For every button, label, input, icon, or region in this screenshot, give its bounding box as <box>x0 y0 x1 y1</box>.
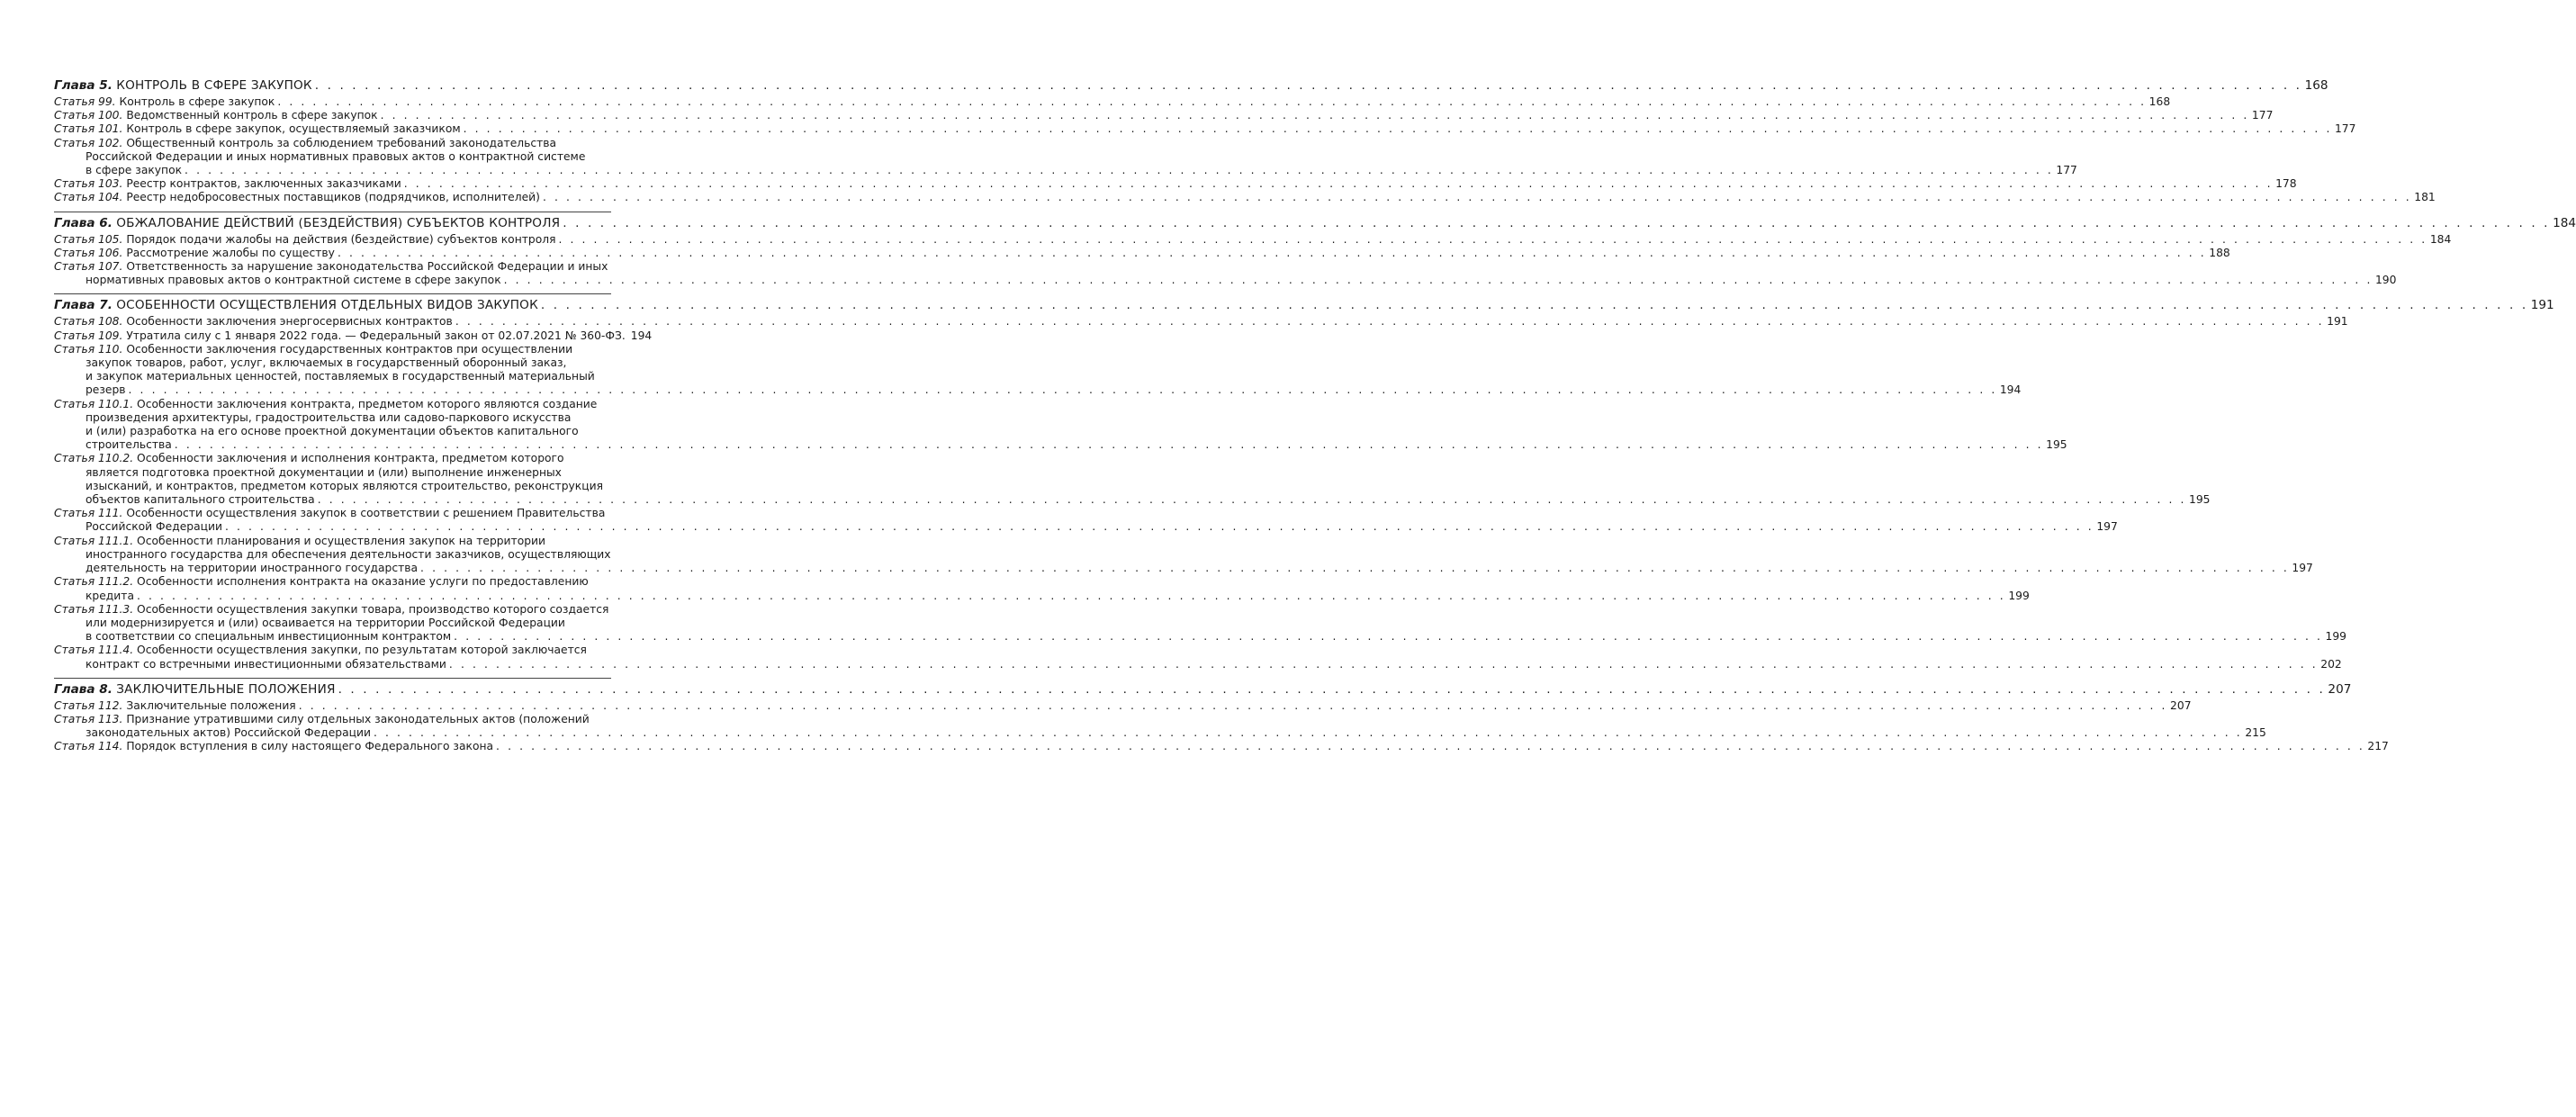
article-label: Статья 103. <box>54 177 123 191</box>
toc-entry[interactable] <box>54 507 2118 534</box>
toc-entry-first-line <box>54 122 2356 136</box>
toc-entry[interactable] <box>54 712 2266 740</box>
toc-entry-first-line <box>54 343 611 356</box>
toc-entry[interactable] <box>54 191 2436 204</box>
dot-leader: . . . . . . . . . . . . . . . . . . . . . . . . . . . . . . . . . . . . . . . . . . . . . . . . . . . . . . . . . . . . . . . . . . . . . . . . . . . . . . . . . . . . . . . . . . . . . . . . . . . . . . . . . . . . . . . . . . . . . . . . . . . . . . . . . . . . . . . . . . . . . . . . . . . . . . . . . . . . . . . . <box>337 246 2207 259</box>
article-title: Порядок подачи жалобы на действия (бездействие) субъектов контроля <box>126 232 556 246</box>
toc-entry[interactable] <box>54 602 2346 644</box>
toc-entry-first-line <box>54 644 611 657</box>
article-label: Статья 99. <box>54 95 116 108</box>
toc-entry-first-line <box>54 398 611 411</box>
chapter-title: ОБЖАЛОВАНИЕ ДЕЙСТВИЙ (БЕЗДЕЙСТВИЯ) СУБЪЕКТОВ КОНТРОЛЯ <box>116 215 561 230</box>
dot-leader: . . . . . . . . . . . . . . . . . . . . . . . . . . . . . . . . . . . . . . . . . . . . . . . . . . . . . . . . . . . . . . . . . . . . . . . . . . . . . . . . . . . . . . . . . . . . . . . . . . . . . . . . . . . . . . . . . . . . . . . . . . . . . . . . . . . . . . . . . . . . . . . . . . . . . . . . . . . . . . . . <box>448 657 2319 671</box>
article-title-continuation: Российской Федерации <box>86 520 222 534</box>
chapter-section <box>54 78 2436 205</box>
article-title: Реестр контрактов, заключенных заказчиками <box>126 177 401 191</box>
toc-entry[interactable] <box>54 342 2022 398</box>
toc-entry-first-line <box>54 232 2452 247</box>
toc-entry-first-line <box>54 260 611 274</box>
article-page-number: 178 <box>2275 177 2297 191</box>
article-label: Статья 110.1. <box>54 397 134 410</box>
article-page-number: 177 <box>2251 109 2274 122</box>
article-title: Особенности осуществления закупки товара, производство которого создается <box>137 602 609 616</box>
article-page-number: 194 <box>1999 383 2022 397</box>
toc-entry-first-line <box>54 315 2348 329</box>
article-title-continuation: нормативных правовых актов о контрактной системе в сфере закупок <box>86 274 501 287</box>
toc-entry-first-line <box>54 575 611 589</box>
dot-leader: . . . . . . . . . . . . . . . . . . . . . . . . . . . . . . . . . . . . . . . . . . . . . . . . . . . . . . . . . . . . . . . . . . . . . . . . . . . . . . . . . . . . . . . . . . . . . . . . . . . . . . . . . . . . . . . . . . . . . . . . . . . . . . . . . . . . . . . . . . . . . . . . . . . . . . . . . . . . . . . . <box>542 191 2412 204</box>
dot-leader: . . . . . . . . . . . . . . . . . . . . . . . . . . . . . . . . . . . . . . . . . . . . . . . . . . . . . . . . . . . . . . . . . . . . . . . . . . . . . . . . . . . . . . . . . . . . . . . . . . . . . . . . . . . . . . . . . . . . . . . . . . . . . . . . . . . . . . . . . . . . . . . . . . . . . . . . . . . . . . . . <box>314 78 2302 93</box>
toc-entry-first-line <box>54 740 2389 753</box>
article-page-number: 194 <box>630 329 653 342</box>
chapter-section <box>54 212 2576 288</box>
article-label: Статья 111.4. <box>54 644 134 657</box>
article-page-number: 195 <box>2189 493 2211 507</box>
article-page-number: 215 <box>2245 726 2266 740</box>
article-title-continuation: и закупок материальных ценностей, поставляемых в государственный материальный <box>86 370 595 383</box>
toc-entry[interactable] <box>54 329 653 343</box>
article-title: Ведомственный контроль в сфере закупок <box>126 109 378 122</box>
toc-entry-first-line <box>54 507 611 520</box>
chapter-heading[interactable] <box>54 298 2554 313</box>
article-page-number: 207 <box>2170 698 2192 712</box>
article-page-number: 181 <box>2414 191 2436 204</box>
toc-entry[interactable] <box>54 109 2274 122</box>
dot-leader: . . . . . . . . . . . . . . . . . . . . . . . . . . . . . . . . . . . . . . . . . . . . . . . . . . . . . . . . . . . . . . . . . . . . . . . . . . . . . . . . . . . . . . . . . . . . . . . . . . . . . . . . . . . . . . . . . . . . . . . . . . . . . . . . . . . . . . . . . . . . . . . . . . . . . . . . . . . . . . . . <box>540 298 2528 313</box>
article-label: Статья 102. <box>54 136 123 149</box>
article-title-continuation: в сфере закупок <box>86 164 183 177</box>
toc-entry-first-line <box>54 137 611 150</box>
article-title: Признание утратившими силу отдельных законодательных актов (положений <box>126 712 590 725</box>
article-label: Статья 104. <box>54 191 123 204</box>
article-label: Статья 110.2. <box>54 452 134 465</box>
dot-leader: . . . . . . . . . . . . . . . . . . . . . . . . . . . . . . . . . . . . . . . . . . . . . . . . . . . . . . . . . . . . . . . . . . . . . . . . . . . . . . . . . . . . . . . . . . . . . . . . . . . . . . . . . . . . . . . . . . . . . . . . . . . . . . . . . . . . . . . . . . . . . . . . . . . . . . . . . . . . . . . . <box>463 122 2332 136</box>
article-label: Статья 111.1. <box>54 534 134 547</box>
chapter-label: Глава 5. <box>54 78 113 93</box>
article-title-continuation: кредита <box>86 589 134 602</box>
toc-entry-first-line <box>54 603 611 617</box>
chapter-page-number: 184 <box>2553 215 2576 230</box>
article-title-continuation: контракт со встречными инвестиционными обязательствами <box>86 657 446 671</box>
toc-entry[interactable] <box>54 177 2297 191</box>
article-title: Порядок вступления в силу настоящего Федерального закона <box>126 740 494 753</box>
toc-entry[interactable] <box>54 122 2356 136</box>
article-title-last-line <box>54 562 2313 575</box>
toc-entry[interactable] <box>54 534 2313 576</box>
toc-entry-first-line <box>54 452 611 465</box>
toc-entry-first-line <box>54 95 2171 109</box>
chapter-label: Глава 6. <box>54 215 113 230</box>
article-title-continuation: произведения архитектуры, градостроительства или садово-паркового искусства <box>86 410 572 424</box>
toc-entry[interactable] <box>54 95 2171 109</box>
article-title-continuation: строительства <box>86 438 172 452</box>
article-title: Особенности осуществления закупок в соответствии с решением Правительства <box>126 507 606 520</box>
article-label: Статья 112. <box>54 698 123 712</box>
toc-entry[interactable] <box>54 260 2397 287</box>
article-title: Рассмотрение жалобы по существу <box>126 246 335 259</box>
toc-entry-first-line <box>54 191 2436 204</box>
toc-entry[interactable] <box>54 740 2389 753</box>
toc-entry-first-line <box>54 109 2274 122</box>
dot-leader: . . . . . . . . . . . . . . . . . . . . . . . . . . . . . . . . . . . . . . . . . . . . . . . . . . . . . . . . . . . . . . . . . . . . . . . . . . . . . . . . . . . . . . . . . . . . . . . . . . . . . . . . . . . . . . . . . . . . . . . . . . . . . . . . . . . . . . . . . . . . . . . . . . . . . . . . . . . . . . . . <box>503 274 2373 287</box>
chapter-heading[interactable] <box>54 681 2352 698</box>
article-title-last-line <box>54 438 2067 452</box>
article-page-number: 191 <box>2327 315 2348 329</box>
article-page-number: 188 <box>2209 246 2230 259</box>
article-title-continuation: является подготовка проектной документации и (или) выполнение инженерных <box>86 465 562 479</box>
article-label: Статья 105. <box>54 232 123 246</box>
article-page-number: 190 <box>2374 274 2397 287</box>
article-page-number: 177 <box>2056 164 2077 177</box>
article-title: Особенности заключения энергосервисных контрактов <box>126 315 453 329</box>
dot-leader: . . . . . . . . . . . . . . . . . . . . . . . . . . . . . . . . . . . . . . . . . . . . . . . . . . . . . . . . . . . . . . . . . . . . . . . . . . . . . . . . . . . . . . . . . . . . . . . . . . . . . . . . . . . . . . . . . . . . . . . . . . . . . . . . . . . . . . . . . . . . . . . . . . . . . . . . . . . . . . . . <box>128 383 1997 397</box>
toc-entry[interactable] <box>54 698 2192 713</box>
article-title-last-line <box>54 726 2266 740</box>
article-title: Особенности планирования и осуществления закупок на территории <box>137 534 546 547</box>
article-page-number: 177 <box>2334 122 2356 136</box>
article-page-number: 199 <box>2008 589 2030 602</box>
article-title: Особенности заключения и исполнения контракта, предметом которого <box>137 452 564 465</box>
toc-entry[interactable] <box>54 246 2230 260</box>
article-title: Заключительные положения <box>126 698 296 712</box>
article-page-number: 195 <box>2046 438 2067 452</box>
article-title: Контроль в сфере закупок, осуществляемый заказчиком <box>126 122 461 136</box>
chapter-page-number: 191 <box>2530 298 2554 313</box>
article-label: Статья 111.2. <box>54 575 134 589</box>
dot-leader: . . . . . . . . . . . . . . . . . . . . . . . . . . . . . . . . . . . . . . . . . . . . . . . . . . . . . . . . . . . . . . . . . . . . . . . . . . . . . . . . . . . . . . . . . . . . . . . . . . . . . . . . . . . . . . . . . . . . . . . . . . . . . . . . . . . . . . . . . . . . . . . . . . . . . . . . . . . . . . . . <box>496 740 2365 753</box>
chapter-title: ЗАКЛЮЧИТЕЛЬНЫЕ ПОЛОЖЕНИЯ <box>116 681 336 697</box>
toc-entry-first-line <box>54 246 2230 260</box>
chapter-section <box>54 293 2554 671</box>
toc-entry[interactable] <box>54 232 2452 247</box>
chapter-title: КОНТРОЛЬ В СФЕРЕ ЗАКУПОК <box>116 78 312 93</box>
toc-entry[interactable] <box>54 575 2030 602</box>
dot-leader: . . . . . . . . . . . . . . . . . . . . . . . . . . . . . . . . . . . . . . . . . . . . . . . . . . . . . . . . . . . . . . . . . . . . . . . . . . . . . . . . . . . . . . . . . . . . . . . . . . . . . . . . . . . . . . . . . . . . . . . . . . . . . . . . . . . . . . . . . . . . . . . . . . . . . . . . . . . . . . . . <box>137 589 2006 602</box>
chapter-title: ОСОБЕННОСТИ ОСУЩЕСТВЛЕНИЯ ОТДЕЛЬНЫХ ВИДОВ ЗАКУПОК <box>116 298 538 313</box>
article-title-continuation: законодательных актов) Российской Федерации <box>86 726 371 740</box>
article-label: Статья 106. <box>54 246 123 259</box>
article-title-continuation: иностранного государства для обеспечения деятельности заказчиков, осуществляющих <box>86 547 611 561</box>
dot-leader: . . . . . . . . . . . . . . . . . . . . . . . . . . . . . . . . . . . . . . . . . . . . . . . . . . . . . . . . . . . . . . . . . . . . . . . . . . . . . . . . . . . . . . . . . . . . . . . . . . . . . . . . . . . . . . . . . . . . . . . . . . . . . . . . . . . . . . . . . . . . . . . . . . . . . . . . . . . . . . . . <box>174 438 2044 452</box>
article-label: Статья 109. <box>54 329 123 342</box>
article-title: Особенности заключения контракта, предметом которого являются создание <box>137 397 598 410</box>
dot-leader: . . . . . . . . . . . . . . . . . . . . . . . . . . . . . . . . . . . . . . . . . . . . . . . . . . . . . . . . . . . . . . . . . . . . . . . . . . . . . . . . . . . . . . . . . . . . . . . . . . . . . . . . . . . . . . . . . . . . . . . . . . . . . . . . . . . . . . . . . . . . . . . . . . . . . . . . . . . . . . . . <box>563 215 2551 230</box>
chapter-label: Глава 7. <box>54 298 113 313</box>
article-label: Статья 114. <box>54 740 123 753</box>
toc-entry[interactable] <box>54 644 2342 671</box>
article-label: Статья 101. <box>54 122 123 136</box>
article-title: Контроль в сфере закупок <box>119 95 275 108</box>
dot-leader: . . . . . . . . . . . . . . . . . . . . . . . . . . . . . . . . . . . . . . . . . . . . . . . . . . . . . . . . . . . . . . . . . . . . . . . . . . . . . . . . . . . . . . . . . . . . . . . . . . . . . . . . . . . . . . . . . . . . . . . . . . . . . . . . . . . . . . . . . . . . . . . . . . . . . . . . . . . . . . . . <box>317 493 2187 507</box>
dot-leader: . . . . . . . . . . . . . . . . . . . . . . . . . . . . . . . . . . . . . . . . . . . . . . . . . . . . . . . . . . . . . . . . . . . . . . . . . . . . . . . . . . . . . . . . . . . . . . . . . . . . . . . . . . . . . . . . . . . . . . . . . . . . . . . . . . . . . . . . . . . . . . . . . . . . . . . . . . . . . . . . <box>380 109 2249 122</box>
table-of-contents <box>54 78 2576 754</box>
article-label: Статья 107. <box>54 260 123 274</box>
toc-entry[interactable] <box>54 452 2211 507</box>
article-title-continuation: закупок товаров, работ, услуг, включаемых в государственный оборонный заказ, <box>86 356 567 370</box>
dot-leader: . . . . . . . . . . . . . . . . . . . . . . . . . . . . . . . . . . . . . . . . . . . . . . . . . . . . . . . . . . . . . . . . . . . . . . . . . . . . . . . . . . . . . . . . . . . . . . . . . . . . . . . . . . . . . . . . . . . . . . . . . . . . . . . . . . . . . . . . . . . . . . . . . . . . . . . . . . . . . . . . <box>224 520 2094 534</box>
article-title-last-line <box>54 630 2346 644</box>
article-title: Утратила силу с 1 января 2022 года. — Федеральный закон от 02.07.2021 № 360-ФЗ. <box>126 329 626 342</box>
article-page-number: 197 <box>2292 562 2313 575</box>
chapter-label: Глава 8. <box>54 681 113 697</box>
article-title-last-line <box>54 383 2022 397</box>
toc-entry-first-line <box>54 329 653 343</box>
toc-entry[interactable] <box>54 397 2067 453</box>
toc-entry[interactable] <box>54 315 2348 329</box>
article-title: Реестр недобросовестных поставщиков (подрядчиков, исполнителей) <box>126 191 540 204</box>
dot-leader: . . . . . . . . . . . . . . . . . . . . . . . . . . . . . . . . . . . . . . . . . . . . . . . . . . . . . . . . . . . . . . . . . . . . . . . . . . . . . . . . . . . . . . . . . . . . . . . . . . . . . . . . . . . . . . . . . . . . . . . . . . . . . . . . . . . . . . . . . . . . . . . . . . . . . . . . . . . . . . . . <box>558 232 2427 246</box>
article-page-number: 217 <box>2367 740 2389 753</box>
toc-entry[interactable] <box>54 136 2077 178</box>
article-page-number: 197 <box>2096 520 2118 534</box>
dot-leader: . . . . . . . . . . . . . . . . . . . . . . . . . . . . . . . . . . . . . . . . . . . . . . . . . . . . . . . . . . . . . . . . . . . . . . . . . . . . . . . . . . . . . . . . . . . . . . . . . . . . . . . . . . . . . . . . . . . . . . . . . . . . . . . . . . . . . . . . . . . . . . . . . . . . . . . . . . . . . . . . <box>338 681 2326 697</box>
dot-leader: . . . . . . . . . . . . . . . . . . . . . . . . . . . . . . . . . . . . . . . . . . . . . . . . . . . . . . . . . . . . . . . . . . . . . . . . . . . . . . . . . . . . . . . . . . . . . . . . . . . . . . . . . . . . . . . . . . . . . . . . . . . . . . . . . . . . . . . . . . . . . . . . . . . . . . . . . . . . . . . . <box>420 562 2290 575</box>
article-label: Статья 110. <box>54 342 123 356</box>
article-label: Статья 100. <box>54 109 123 122</box>
article-title: Особенности исполнения контракта на оказание услуги по предоставлению <box>137 575 589 589</box>
article-title-continuation: резерв <box>86 383 126 397</box>
article-title-continuation: деятельность на территории иностранного государства <box>86 562 419 575</box>
toc-entry-first-line <box>54 535 611 548</box>
article-page-number: 184 <box>2429 232 2452 246</box>
article-title: Особенности заключения государственных контрактов при осуществлении <box>126 342 573 356</box>
dot-leader: . . . . . . . . . . . . . . . . . . . . . . . . . . . . . . . . . . . . . . . . . . . . . . . . . . . . . . . . . . . . . . . . . . . . . . . . . . . . . . . . . . . . . . . . . . . . . . . . . . . . . . . . . . . . . . . . . . . . . . . . . . . . . . . . . . . . . . . . . . . . . . . . . . . . . . . . . . . . . . . . <box>373 726 2243 740</box>
article-title: Ответственность за нарушение законодательства Российской Федерации и иных <box>126 260 608 274</box>
article-title-continuation: изысканий, и контрактов, предметом которых являются строительство, реконструкция <box>86 479 603 492</box>
article-title-last-line <box>54 520 2118 534</box>
dot-leader: . . . . . . . . . . . . . . . . . . . . . . . . . . . . . . . . . . . . . . . . . . . . . . . . . . . . . . . . . . . . . . . . . . . . . . . . . . . . . . . . . . . . . . . . . . . . . . . . . . . . . . . . . . . . . . . . . . . . . . . . . . . . . . . . . . . . . . . . . . . . . . . . . . . . . . . . . . . . . . . . <box>403 177 2274 191</box>
article-title-continuation: в соответствии со специальным инвестиционным контрактом <box>86 630 452 644</box>
article-title-continuation: объектов капитального строительства <box>86 493 315 507</box>
article-label: Статья 111.3. <box>54 602 134 616</box>
article-title: Особенности осуществления закупки, по результатам которой заключается <box>137 644 587 657</box>
chapter-page-number: 207 <box>2328 681 2352 697</box>
article-label: Статья 113. <box>54 712 123 725</box>
chapter-section <box>54 678 2389 754</box>
article-title-continuation: и (или) разработка на его основе проектной документации объектов капитального <box>86 425 579 438</box>
article-title-last-line <box>54 589 2030 603</box>
article-title-last-line <box>54 164 2077 177</box>
chapter-page-number: 168 <box>2304 78 2328 93</box>
chapter-heading[interactable] <box>54 78 2328 94</box>
chapter-heading[interactable] <box>54 215 2576 231</box>
dot-leader: . . . . . . . . . . . . . . . . . . . . . . . . . . . . . . . . . . . . . . . . . . . . . . . . . . . . . . . . . . . . . . . . . . . . . . . . . . . . . . . . . . . . . . . . . . . . . . . . . . . . . . . . . . . . . . . . . . . . . . . . . . . . . . . . . . . . . . . . . . . . . . . . . . . . . . . . . . . . . . . . <box>455 315 2325 329</box>
dot-leader: . . . . . . . . . . . . . . . . . . . . . . . . . . . . . . . . . . . . . . . . . . . . . . . . . . . . . . . . . . . . . . . . . . . . . . . . . . . . . . . . . . . . . . . . . . . . . . . . . . . . . . . . . . . . . . . . . . . . . . . . . . . . . . . . . . . . . . . . . . . . . . . . . . . . . . . . . . . . . . . . <box>454 630 2323 644</box>
toc-entry-first-line <box>54 177 2297 191</box>
article-page-number: 202 <box>2320 657 2342 671</box>
article-label: Статья 108. <box>54 315 123 329</box>
dot-leader: . . . . . . . . . . . . . . . . . . . . . . . . . . . . . . . . . . . . . . . . . . . . . . . . . . . . . . . . . . . . . . . . . . . . . . . . . . . . . . . . . . . . . . . . . . . . . . . . . . . . . . . . . . . . . . . . . . . . . . . . . . . . . . . . . . . . . . . . . . . . . . . . . . . . . . . . . . . . . . . . <box>185 164 2054 177</box>
article-page-number: 168 <box>2148 95 2171 108</box>
toc-entry-first-line <box>54 713 611 726</box>
dot-leader: . . . . . . . . . . . . . . . . . . . . . . . . . . . . . . . . . . . . . . . . . . . . . . . . . . . . . . . . . . . . . . . . . . . . . . . . . . . . . . . . . . . . . . . . . . . . . . . . . . . . . . . . . . . . . . . . . . . . . . . . . . . . . . . . . . . . . . . . . . . . . . . . . . . . . . . . . . . . . . . . <box>298 698 2168 712</box>
article-label: Статья 111. <box>54 507 123 520</box>
article-title-last-line <box>54 657 2342 671</box>
article-page-number: 199 <box>2325 630 2346 644</box>
article-title-continuation: Российской Федерации и иных нормативных правовых актов о контрактной системе <box>86 149 586 163</box>
article-title: Общественный контроль за соблюдением требований законодательства <box>126 136 557 149</box>
dot-leader: . . . . . . . . . . . . . . . . . . . . . . . . . . . . . . . . . . . . . . . . . . . . . . . . . . . . . . . . . . . . . . . . . . . . . . . . . . . . . . . . . . . . . . . . . . . . . . . . . . . . . . . . . . . . . . . . . . . . . . . . . . . . . . . . . . . . . . . . . . . . . . . . . . . . . . . . . . . . . . . . <box>277 95 2147 108</box>
toc-entry-first-line <box>54 698 2192 713</box>
article-title-last-line <box>54 274 2397 287</box>
article-title-last-line <box>54 493 2211 507</box>
article-title-continuation: или модернизируется и (или) осваивается на территории Российской Федерации <box>86 616 565 629</box>
